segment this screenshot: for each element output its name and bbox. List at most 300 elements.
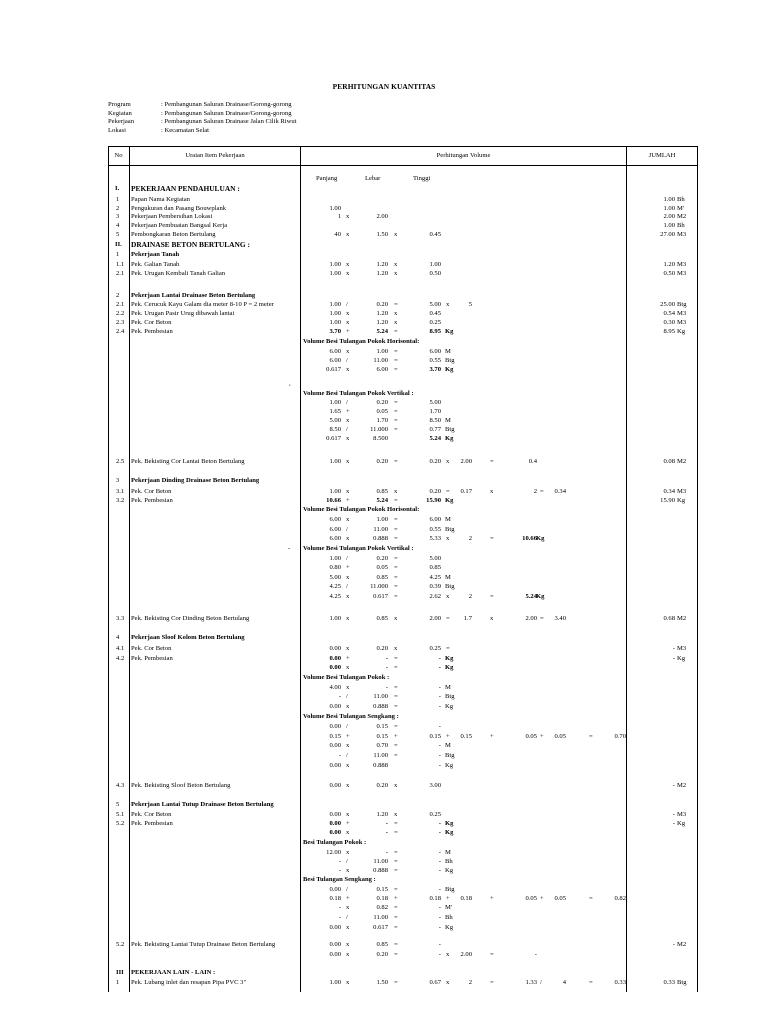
row-number: III (116, 969, 124, 976)
calc-unit: Btg (445, 886, 455, 893)
calc-value: 1.70 (376, 417, 388, 424)
calc-value: 1.00 (329, 979, 341, 986)
calc-value: - (338, 867, 341, 874)
calc-unit: Btg (445, 426, 455, 433)
calc-operator: / (346, 399, 348, 406)
calc-unit: M (445, 849, 451, 856)
calc-operator: / (346, 752, 348, 759)
calc-value: 11.000 (370, 426, 388, 433)
row-number: 2.4 (116, 328, 125, 335)
calc-operator: x (394, 488, 398, 495)
total-unit: M2 (677, 782, 687, 789)
calc-value: 8.95 (429, 328, 441, 335)
calc-value: 0.00 (329, 703, 341, 710)
calc-operator: x (346, 310, 350, 317)
total-unit: Kg (677, 328, 686, 335)
row-number: 3.2 (116, 497, 125, 504)
row-description: Pek. Urugan Pasir Urug dibawah lantai (131, 310, 235, 317)
calc-value: 11.00 (373, 858, 388, 865)
total-value: 1.00 (663, 205, 675, 212)
calc-unit: Kg (445, 497, 454, 504)
calc-operator: x (446, 951, 450, 958)
stray-mark: , (289, 380, 291, 387)
total-unit: M2 (677, 615, 687, 622)
info-value: : Pembangunan Saluran Drainase/Gorong-gorong (161, 101, 292, 108)
calc-value: 0.05 (554, 733, 566, 740)
calc-value: 6.00 (329, 535, 341, 542)
calc-operator: + (490, 733, 494, 740)
info-label: Pekerjaan (108, 118, 134, 126)
calc-value: 0.45 (429, 231, 441, 238)
subheading-label: Besi Tulangan Sengkang : (303, 876, 376, 883)
table-border-top (108, 146, 698, 147)
calc-value: 11.00 (373, 357, 388, 364)
calc-operator: + (346, 655, 350, 662)
total-value: - (672, 941, 675, 948)
calc-value: 2 (468, 979, 472, 986)
calc-operator: x (346, 366, 350, 373)
subheading-label: Volume Besi Tulangan Pokok : (303, 674, 390, 681)
calc-value: 2 (468, 535, 472, 542)
calc-value: 0.00 (329, 941, 341, 948)
calc-value: - (438, 849, 441, 856)
calc-operator: x (346, 924, 350, 931)
calc-operator: = (490, 535, 494, 542)
calc-unit: Kg (445, 366, 454, 373)
calc-operator: = (394, 924, 398, 931)
calc-operator: x (346, 458, 350, 465)
calc-value: 6.00 (376, 366, 388, 373)
calc-operator: = (394, 555, 398, 562)
calc-value: 0.82 (376, 904, 388, 911)
total-value: 2.00 (663, 213, 675, 220)
subheading-label: Volume Besi Tulangan Pokok Horisontal: (303, 506, 420, 513)
calc-value: 0.85 (376, 941, 388, 948)
calc-operator: x (346, 645, 350, 652)
calc-operator: x (490, 615, 494, 622)
row-description: Pekerjaan Dinding Drainase Beton Bertulang (131, 477, 260, 484)
calc-operator: x (346, 829, 350, 836)
row-number: 3.1 (116, 488, 125, 495)
calc-operator: x (346, 762, 350, 769)
calc-value: - (385, 684, 388, 691)
calc-operator: + (346, 895, 350, 902)
calc-value: 4.25 (329, 583, 341, 590)
calc-operator: = (394, 849, 398, 856)
calc-value: 0.00 (329, 951, 341, 958)
subheading-label: Volume Besi Tulangan Pokok Vertikal : (303, 545, 414, 552)
calc-unit: M (445, 417, 451, 424)
calc-value: 1.00 (329, 555, 341, 562)
calc-value: 0.00 (329, 762, 341, 769)
calc-value: 4.25 (329, 593, 341, 600)
calc-value: 40 (334, 231, 341, 238)
calc-operator: + (540, 733, 544, 740)
row-number: 4.2 (116, 655, 125, 662)
calc-value: 0.18 (429, 895, 441, 902)
calc-unit: M (445, 348, 451, 355)
calc-value: 1.00 (329, 319, 341, 326)
total-unit: M3 (677, 270, 687, 277)
calc-value: 0.00 (329, 820, 341, 827)
row-number: II. (115, 241, 122, 248)
calc-operator: = (490, 593, 494, 600)
row-description: PEKERJAAN PENDAHULUAN : (131, 184, 240, 193)
total-value: 0.34 (663, 488, 675, 495)
calc-value: - (438, 886, 441, 893)
calc-value: 1.20 (376, 319, 388, 326)
calc-value: - (338, 752, 341, 759)
row-description: Pek. Bekisting Cor Lantai Beton Bertulang (131, 458, 245, 465)
calc-operator: x (346, 319, 350, 326)
calc-value: 1.7 (463, 615, 472, 622)
row-description: Pekerjaan Sloof Kolom Beton Bertulang (131, 634, 245, 641)
calc-operator: + (346, 820, 350, 827)
calc-operator: x (346, 535, 350, 542)
row-number: 2.2 (116, 310, 125, 317)
calc-value: 0.888 (373, 703, 388, 710)
calc-value: 0.80 (329, 564, 341, 571)
total-value: 0.08 (663, 458, 675, 465)
calc-operator: + (394, 733, 398, 740)
calc-value: 1.20 (376, 310, 388, 317)
calc-operator: = (394, 723, 398, 730)
info-value: : Pembangunan Saluran Drainase/Gorong-gorong (161, 109, 292, 117)
row-number: 2 (116, 205, 120, 212)
calc-operator: / (346, 301, 348, 308)
calc-operator: = (394, 458, 398, 465)
calc-operator: x (446, 301, 450, 308)
calc-operator: = (540, 615, 544, 622)
calc-value: 1.00 (329, 488, 341, 495)
calc-value: 4.00 (329, 684, 341, 691)
calc-value: 0.617 (326, 435, 341, 442)
calc-value: 0.18 (460, 895, 472, 902)
calc-operator: = (394, 417, 398, 424)
calc-operator: x (394, 261, 398, 268)
calc-value: 0.00 (329, 645, 341, 652)
calc-unit: M (445, 742, 451, 749)
calc-value: 0.4 (528, 458, 537, 465)
total-unit: M3 (677, 310, 687, 317)
calc-value: 0.82 (614, 895, 626, 902)
calc-value: 6.00 (329, 526, 341, 533)
calc-value: 6.00 (329, 516, 341, 523)
row-number: 1 (116, 251, 120, 258)
total-value: - (672, 820, 675, 827)
header-uraian: Uraian Item Pekerjaan (185, 152, 245, 159)
calc-operator: / (346, 723, 348, 730)
row-number: 2 (116, 292, 120, 299)
calc-operator: x (394, 270, 398, 277)
row-description: Pekerjaan Pembersihan Lokasi (131, 213, 213, 220)
total-unit: M3 (677, 811, 687, 818)
total-unit: Bh (677, 196, 685, 203)
table-header-divider (108, 165, 698, 166)
calc-value: 11.00 (373, 693, 388, 700)
row-description: Pek. Pembesian (131, 655, 173, 662)
calc-unit: Bh (445, 914, 453, 921)
calc-operator: = (446, 615, 450, 622)
total-unit: M3 (677, 319, 687, 326)
calc-operator: = (394, 366, 398, 373)
calc-operator: = (394, 516, 398, 523)
calc-unit: Kg (445, 924, 454, 931)
calc-value: - (385, 849, 388, 856)
row-number: 1 (116, 196, 120, 203)
calc-value: - (438, 655, 441, 662)
calc-value: 0.05 (525, 733, 537, 740)
info-label: Program (108, 101, 131, 108)
calc-unit: Kg (445, 328, 454, 335)
calc-operator: = (394, 914, 398, 921)
calc-value: - (438, 752, 441, 759)
calc-operator: = (540, 488, 544, 495)
total-value: 1.00 (663, 196, 675, 203)
calc-value: 0.15 (329, 733, 341, 740)
calc-value: 5.00 (329, 417, 341, 424)
calc-value: 0.00 (329, 924, 341, 931)
calc-operator: = (394, 535, 398, 542)
row-number: 2.5 (116, 458, 125, 465)
row-number: 3.3 (116, 615, 125, 622)
total-unit: M2 (677, 941, 687, 948)
calc-value: 0.20 (376, 458, 388, 465)
calc-operator: + (394, 895, 398, 902)
calc-value: 5.24 (429, 435, 441, 442)
calc-value: 6.00 (329, 357, 341, 364)
calc-value: 0.85 (429, 564, 441, 571)
calc-operator: x (346, 951, 350, 958)
calc-value: 0.85 (376, 488, 388, 495)
calc-value: 0.15 (460, 733, 472, 740)
subheading-label: Volume Besi Tulangan Sengkang : (303, 713, 399, 720)
calc-operator: = (394, 426, 398, 433)
calc-operator: = (589, 733, 593, 740)
calc-unit: Kg (445, 655, 454, 662)
calc-value: 0.55 (429, 526, 441, 533)
col-divider-no (129, 146, 130, 992)
calc-operator: / (346, 555, 348, 562)
calc-value: 0.15 (429, 733, 441, 740)
calc-value: 0.20 (376, 399, 388, 406)
total-value: 0.54 (663, 310, 675, 317)
calc-operator: = (394, 951, 398, 958)
row-description: Pekerjaan Lantai Tutup Drainase Beton Bertulang (131, 801, 274, 808)
calc-value: 0.85 (376, 574, 388, 581)
calc-value: 2.00 (525, 615, 537, 622)
calc-value: 0.15 (376, 723, 388, 730)
calc-operator: x (346, 979, 350, 986)
calc-operator: = (394, 664, 398, 671)
calc-operator: x (346, 703, 350, 710)
calc-value: 0.00 (329, 811, 341, 818)
calc-value: 11.00 (373, 914, 388, 921)
calc-value: 0.15 (376, 886, 388, 893)
calc-value: - (438, 703, 441, 710)
calc-operator: + (446, 733, 450, 740)
calc-value: 0.25 (429, 645, 441, 652)
calc-value: 0.20 (429, 458, 441, 465)
calc-value: 15.90 (426, 497, 441, 504)
calc-value: 0.617 (373, 924, 388, 931)
table-border-right (697, 146, 698, 992)
calc-value: 3.70 (429, 366, 441, 373)
calc-operator: = (394, 742, 398, 749)
calc-value: 5.24 (525, 593, 537, 600)
calc-value: 2.00 (460, 951, 472, 958)
row-description: Pek. Galian Tanah (131, 261, 180, 268)
row-number: 4.1 (116, 645, 125, 652)
calc-value: - (438, 904, 441, 911)
calc-value: 0.05 (376, 408, 388, 415)
calc-operator: x (394, 310, 398, 317)
calc-operator: x (346, 615, 350, 622)
calc-unit: Btg (445, 583, 455, 590)
calc-value: 6.00 (329, 348, 341, 355)
calc-unit: Kg (445, 829, 454, 836)
total-value: - (672, 811, 675, 818)
calc-operator: x (346, 435, 350, 442)
calc-operator: = (394, 357, 398, 364)
calc-value: 11.00 (373, 526, 388, 533)
calc-operator: = (589, 979, 593, 986)
total-value: - (672, 645, 675, 652)
calc-value: - (385, 829, 388, 836)
row-description: Pek. Bekisting Cor Dinding Beton Bertulang (131, 615, 250, 622)
calc-value: 0.00 (329, 829, 341, 836)
calc-value: 10.66 (522, 535, 537, 542)
total-value: 8.95 (663, 328, 675, 335)
calc-unit: Btg (445, 693, 455, 700)
row-number: 1.1 (116, 261, 125, 268)
total-value: 0.33 (663, 979, 675, 986)
header-no: No (114, 152, 123, 159)
calc-value: 0.25 (429, 319, 441, 326)
calc-value: 0.70 (614, 733, 626, 740)
row-number: 5.2 (116, 941, 125, 948)
row-number: 5 (116, 801, 120, 808)
row-description: Pek. Lubang inlet dan resapan Pipa PVC 3" (131, 979, 247, 986)
total-value: 1.00 (663, 222, 675, 229)
calc-unit: M (445, 574, 451, 581)
calc-operator: x (346, 811, 350, 818)
calc-value: 3.40 (554, 615, 566, 622)
calc-value: 5.00 (329, 574, 341, 581)
calc-value: 0.20 (376, 951, 388, 958)
subheading-label: Besi Tulangan Pokok : (303, 839, 367, 846)
calc-operator: x (346, 574, 350, 581)
calc-value: 0.617 (373, 593, 388, 600)
calc-operator: x (446, 593, 450, 600)
info-label: Lokasi (108, 126, 126, 134)
calc-operator: x (394, 782, 398, 789)
subheader-tinggi: Tinggi (413, 175, 431, 182)
row-description: Pekerjaan Lantai Drainase Beton Bertulang (131, 292, 256, 299)
row-number: 5.2 (116, 820, 125, 827)
calc-operator: = (446, 488, 450, 495)
calc-operator: = (490, 979, 494, 986)
calc-operator: = (394, 829, 398, 836)
calc-operator: + (346, 497, 350, 504)
calc-value: 0.05 (525, 895, 537, 902)
col-divider-volume (626, 146, 627, 992)
calc-operator: x (346, 270, 350, 277)
calc-operator: = (394, 820, 398, 827)
row-number: 2.1 (116, 301, 125, 308)
total-unit: M' (677, 205, 685, 212)
calc-value: - (338, 693, 341, 700)
calc-value: 1.50 (376, 979, 388, 986)
calc-unit: Kg (445, 762, 454, 769)
row-description: Papan Nama Kegiatan (131, 196, 190, 203)
calc-value: 0.00 (329, 886, 341, 893)
calc-value: 0.617 (326, 366, 341, 373)
calc-value: 0.20 (376, 301, 388, 308)
calc-value: 10.66 (326, 497, 341, 504)
calc-operator: x (394, 645, 398, 652)
calc-operator: x (346, 417, 350, 424)
calc-value: 1.00 (376, 516, 388, 523)
row-description: Pek. Cor Beton (131, 488, 172, 495)
calc-operator: x (346, 941, 350, 948)
row-number: 4 (116, 634, 120, 641)
calc-value: - (438, 664, 441, 671)
calc-operator: / (346, 858, 348, 865)
calc-value: 0.20 (376, 555, 388, 562)
calc-value: 2.00 (460, 458, 472, 465)
calc-value: 0.77 (429, 426, 441, 433)
row-description: Pembongkaran Beton Bertulang (131, 231, 216, 238)
calc-value: 0.34 (554, 488, 566, 495)
calc-value: 1.00 (329, 261, 341, 268)
calc-operator: / (346, 886, 348, 893)
total-unit: M3 (677, 645, 687, 652)
calc-value: 1.33 (525, 979, 537, 986)
calc-value: 12.00 (326, 849, 341, 856)
header-jumlah: JUMLAH (648, 152, 676, 159)
total-value: 0.50 (663, 270, 675, 277)
calc-operator: x (346, 593, 350, 600)
subheader-lebar: Lebar (365, 175, 381, 182)
calc-value: 1.65 (329, 408, 341, 415)
calc-operator: / (346, 693, 348, 700)
calc-unit: Kg (445, 867, 454, 874)
calc-operator: = (490, 951, 494, 958)
row-number: 3 (116, 477, 120, 484)
calc-value: 1.00 (329, 205, 341, 212)
row-description: Pek. Cerucuk Kayu Galam dia meter 8-10 P = 2 meter (131, 301, 274, 308)
calc-operator: / (540, 979, 542, 986)
calc-operator: x (346, 213, 350, 220)
subheading-label: Volume Besi Tulangan Pokok Vertikal : (303, 390, 414, 397)
subheading-label: Volume Besi Tulangan Pokok Horisontal: (303, 338, 420, 345)
calc-operator: + (346, 564, 350, 571)
calc-value: - (338, 914, 341, 921)
calc-value: 0.00 (329, 655, 341, 662)
total-value: 0.68 (663, 615, 675, 622)
calc-value: - (438, 829, 441, 836)
calc-operator: = (394, 867, 398, 874)
calc-value: 0.18 (376, 895, 388, 902)
row-description: Pek. Bekisting Lantai Tutup Drainase Beton Bertulang (131, 941, 276, 948)
calc-value: 1.00 (329, 310, 341, 317)
calc-operator: + (346, 733, 350, 740)
row-description: Pekerjaan Tanah (131, 251, 180, 258)
row-number: 1 (116, 979, 120, 986)
calc-operator: x (346, 261, 350, 268)
calc-operator: = (394, 684, 398, 691)
